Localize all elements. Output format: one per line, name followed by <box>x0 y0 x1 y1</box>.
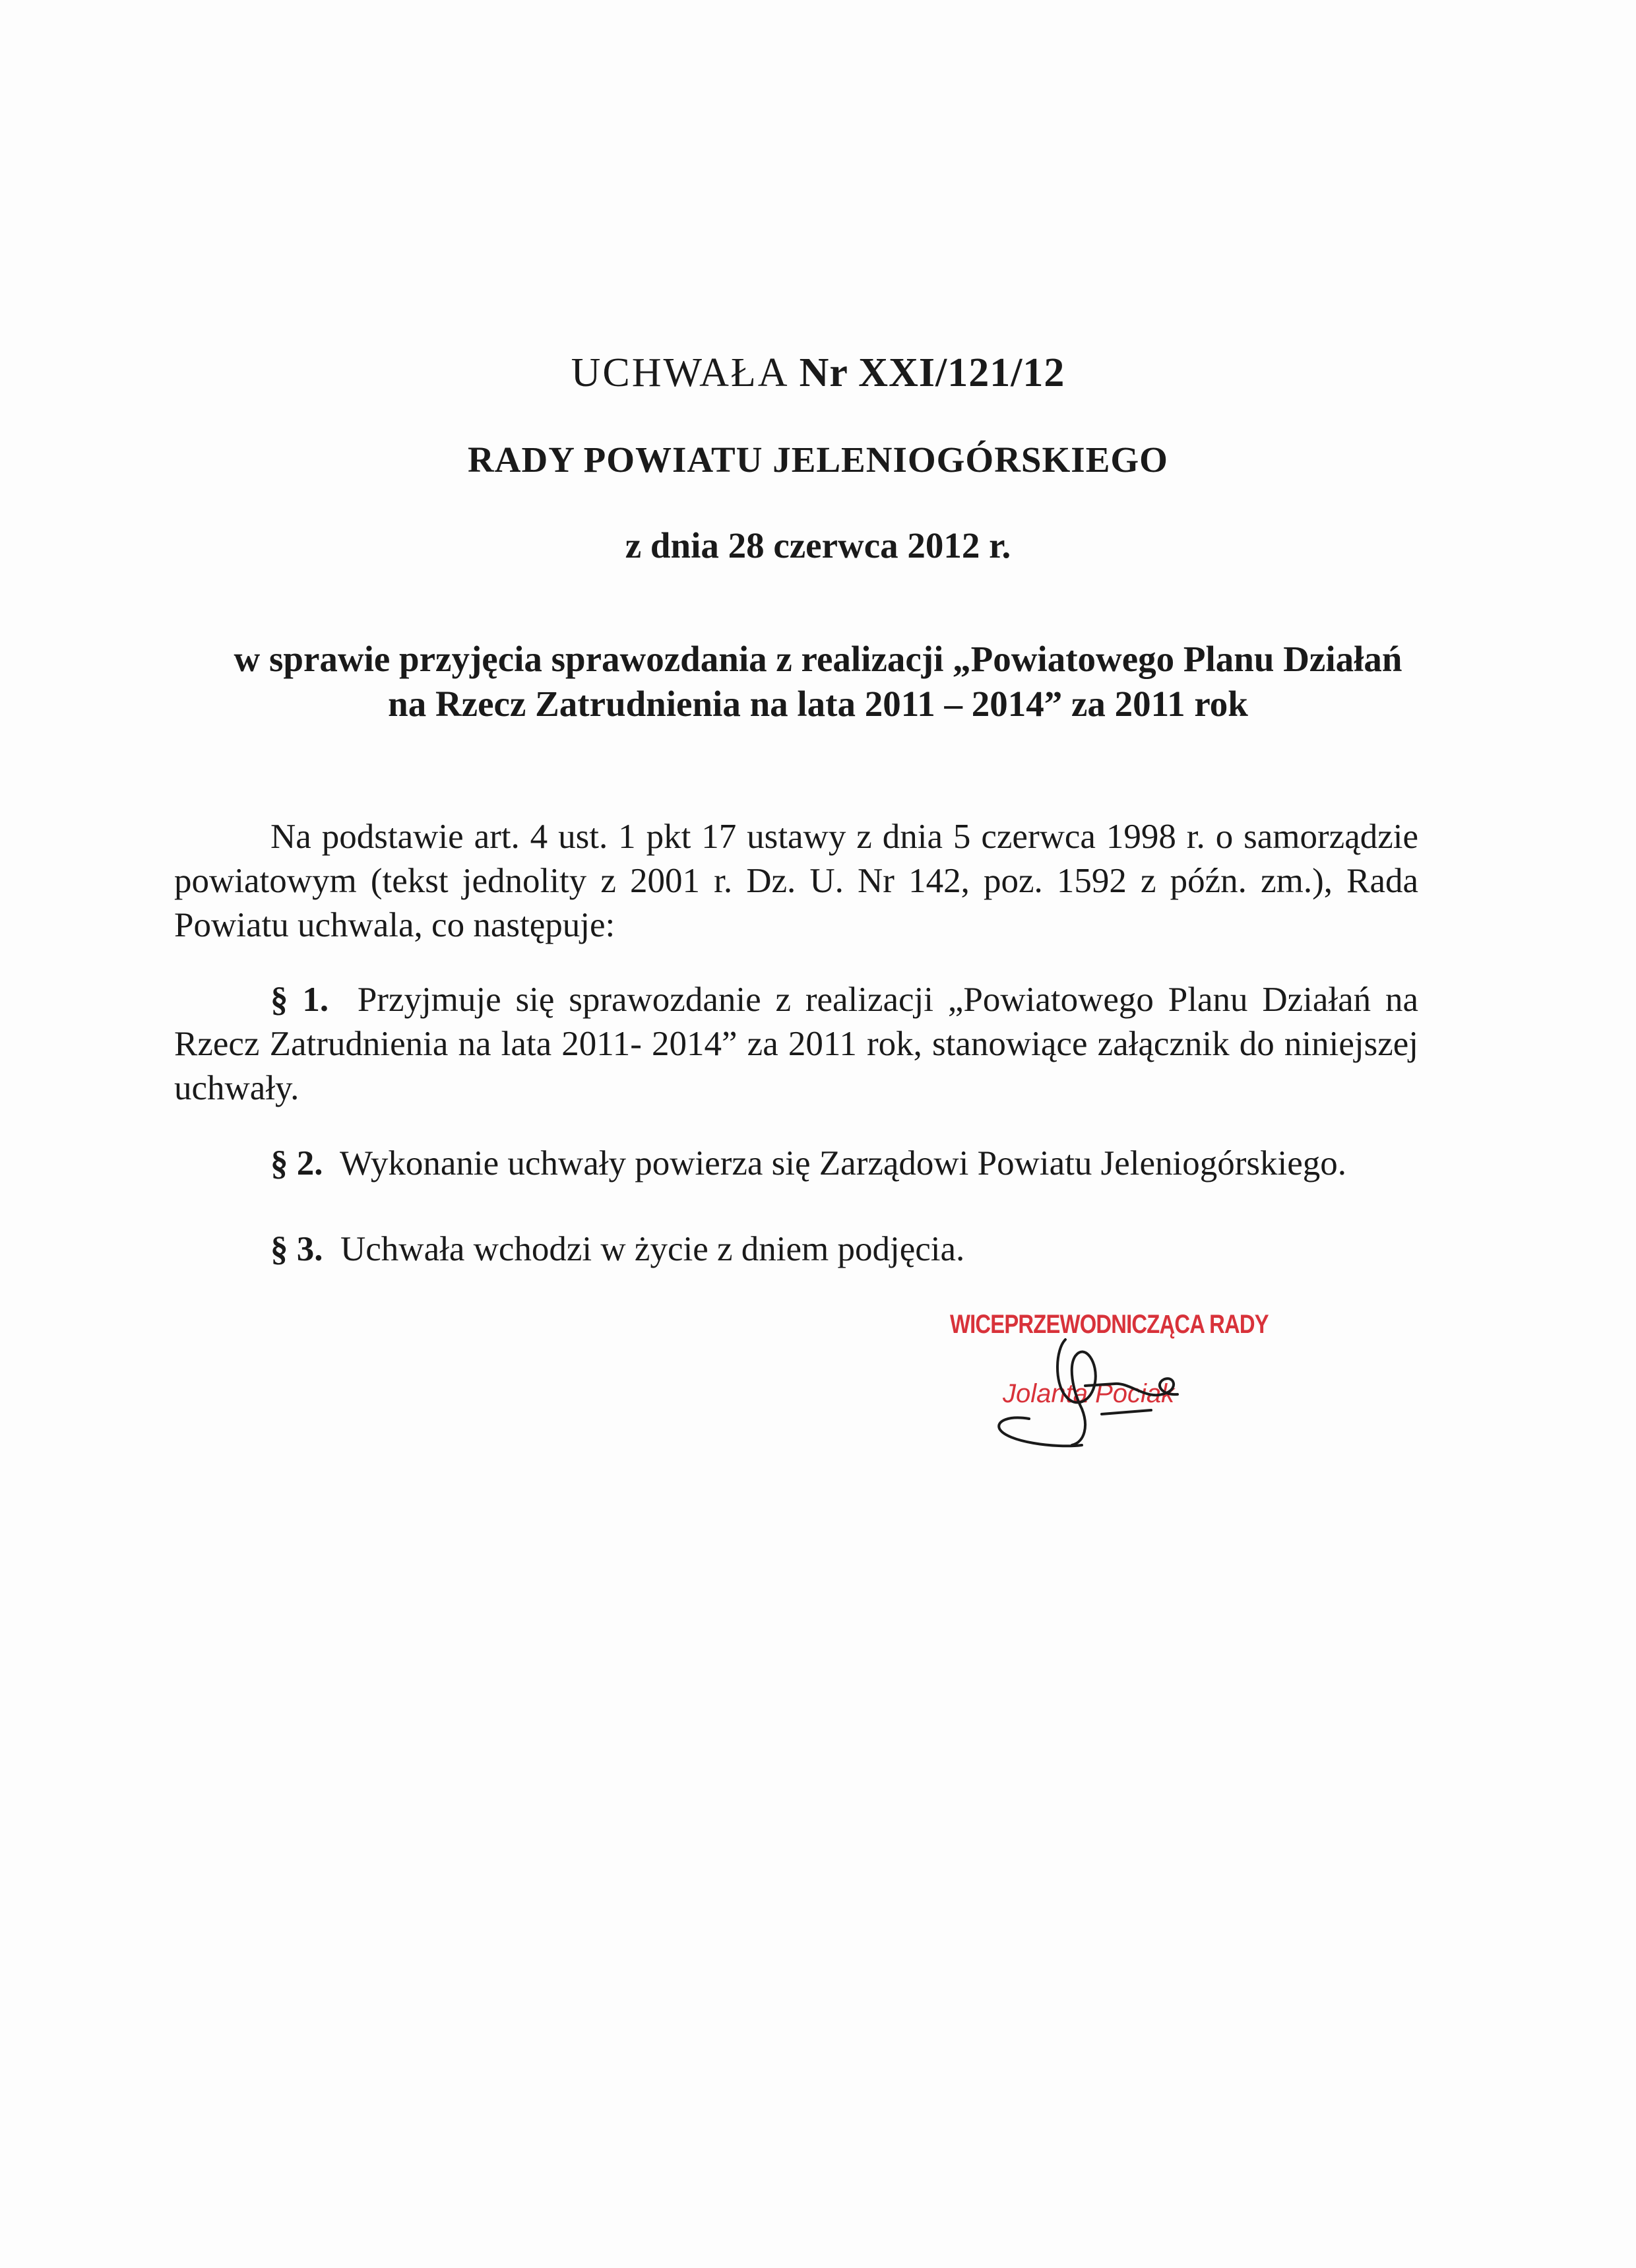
section-3-mark: § 3. <box>270 1230 323 1268</box>
section-1 <box>174 978 1418 1111</box>
section-1-text: Przyjmuje się sprawozdanie z realizacji „Powiatowego Planu Działań na Rzecz Zatrudnienia na lata 2011- 2014” za 2011 rok, stanowiące załącznik do niniejszej uchwały. <box>174 981 1419 1107</box>
resolution-title <box>0 350 1636 397</box>
resolution-subject <box>0 637 1636 727</box>
section-1-mark: § 1. <box>270 981 329 1019</box>
resolution-date: z dnia 28 czerwca 2012 r. <box>625 525 1011 566</box>
subject-line-1: w sprawie przyjęcia sprawozdania z realizacji „Powiatowego Planu Działań <box>234 639 1402 679</box>
section-2-mark: § 2. <box>270 1144 323 1183</box>
handwritten-signature <box>950 1310 1280 1462</box>
official-stamp <box>950 1310 1280 1462</box>
section-3-text: Uchwała wchodzi w życie z dniem podjęcia. <box>340 1230 965 1268</box>
title-prefix: UCHWAŁA <box>571 350 788 395</box>
stamp-name: Jolanta Pociak <box>1003 1379 1175 1408</box>
stamp-title: WICEPRZEWODNICZĄCA RADY <box>950 1310 1269 1339</box>
council-name: RADY POWIATU JELENIOGÓRSKIEGO <box>468 439 1168 480</box>
section-3 <box>270 1227 1458 1272</box>
subject-line-2: na Rzecz Zatrudnienia na lata 2011 – 2014” za 2011 rok <box>388 684 1248 724</box>
section-2-text: Wykonanie uchwały powierza się Zarządowi Powiatu Jeleniogórskiego. <box>340 1144 1347 1183</box>
section-2 <box>270 1142 1458 1186</box>
title-number: Nr XXI/121/12 <box>799 350 1065 395</box>
legal-basis-paragraph: Na podstawie art. 4 ust. 1 pkt 17 ustawy z dnia 5 czerwca 1998 r. o samorządzie powiatowym (tekst jednolity z 2001 r. Dz. U. Nr 142, poz. 1592 z późn. zm.), Rada Powiatu uchwala, co następuje: <box>174 818 1418 944</box>
